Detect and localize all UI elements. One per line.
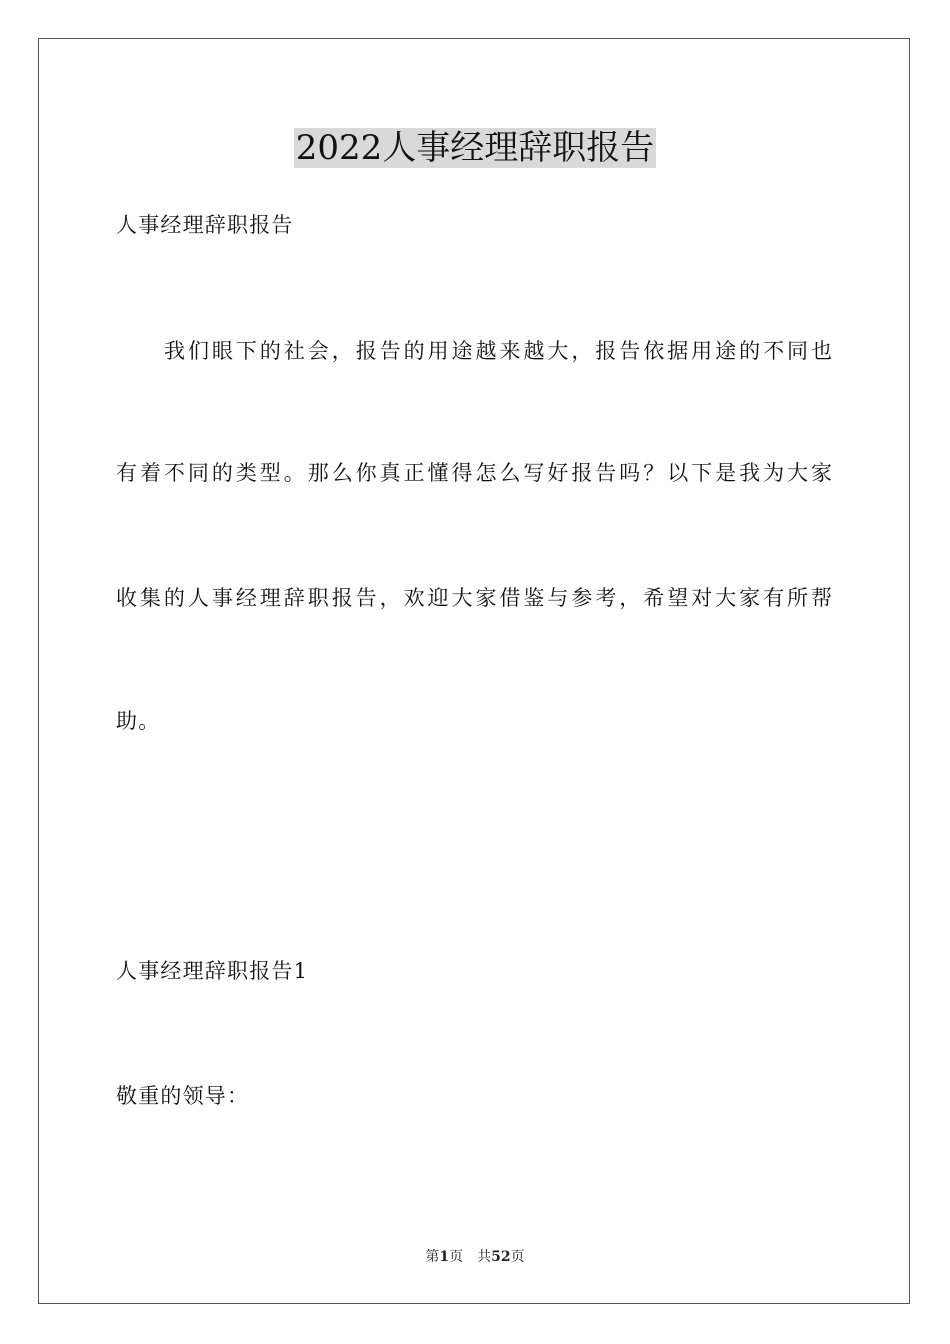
footer-total-pages: 52 — [491, 1249, 511, 1265]
document-subtitle: 人事经理辞职报告 — [116, 213, 294, 237]
footer-page-suffix: 页 — [449, 1249, 464, 1265]
footer-total-prefix: 共 — [477, 1249, 492, 1265]
intro-line-2: 有着不同的类型。那么你真正懂得怎么写好报告吗？以下是我为大家 — [116, 461, 832, 485]
intro-line-3: 收集的人事经理辞职报告，欢迎大家借鉴与参考，希望对大家有所帮 — [116, 586, 832, 610]
footer-page-number: 1 — [439, 1249, 450, 1265]
intro-line-1: 我们眼下的社会，报告的用途越来越大，报告依据用途的不同也 — [164, 339, 832, 363]
document-title-text: 2022人事经理辞职报告 — [295, 128, 655, 168]
section-heading: 人事经理辞职报告1 — [116, 959, 309, 983]
document-title — [0, 126, 950, 170]
footer-total-suffix: 页 — [510, 1249, 525, 1265]
page-footer — [0, 1248, 950, 1266]
footer-page-prefix: 第 — [425, 1249, 440, 1265]
intro-line-4: 助。 — [116, 709, 161, 733]
salutation: 敬重的领导： — [116, 1084, 250, 1108]
